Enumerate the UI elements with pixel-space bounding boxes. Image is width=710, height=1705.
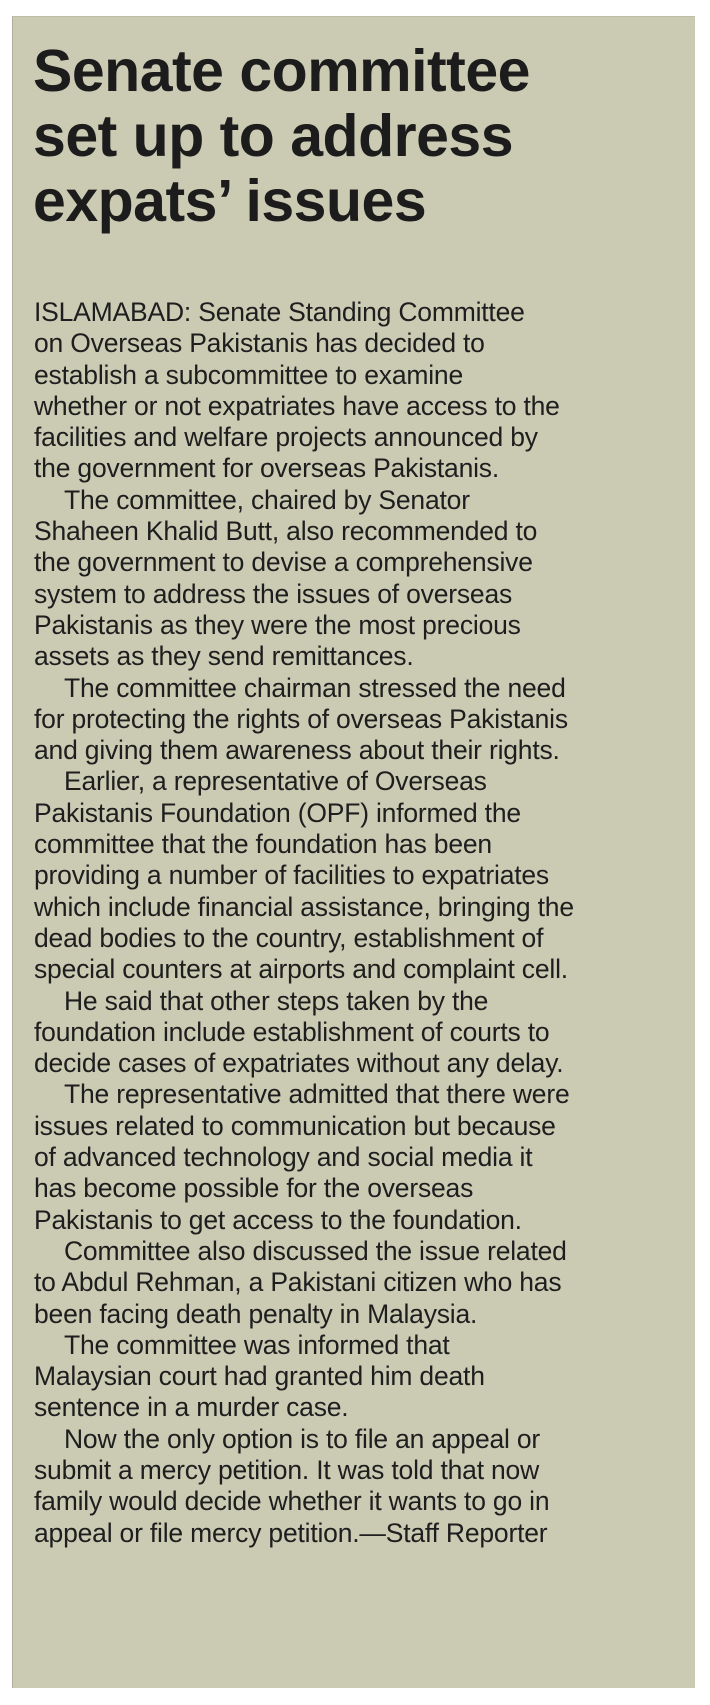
- body-line: appeal or file mercy petition.—Staff Reporter: [34, 1517, 548, 1548]
- body-line: submit a mercy petition. It was told that now: [34, 1454, 540, 1485]
- body-line: for protecting the rights of overseas Pakistanis: [34, 703, 568, 734]
- body-line: Now the only option is to file an appeal or: [64, 1423, 541, 1454]
- body-line: establish a subcommittee to examine: [34, 359, 463, 390]
- body-line: The committee chairman stressed the need: [64, 672, 566, 703]
- body-line: which include financial assistance, bringing the: [34, 891, 574, 922]
- body-line: Committee also discussed the issue related: [64, 1235, 567, 1266]
- headline-line: expats’ issues: [33, 168, 427, 234]
- headline-line: set up to address: [33, 103, 514, 169]
- body-line: Pakistanis to get access to the foundation.: [34, 1204, 522, 1235]
- body-line: to Abdul Rehman, a Pakistani citizen who has: [34, 1267, 562, 1298]
- headline: [33, 39, 673, 234]
- body-line: Pakistanis Foundation (OPF) informed the: [34, 797, 521, 828]
- body-line: facilities and welfare projects announced by: [34, 422, 538, 453]
- body-line: He said that other steps taken by the: [64, 985, 489, 1016]
- body-line: assets as they send remittances.: [34, 641, 414, 672]
- body-line: The committee, chaired by Senator: [64, 484, 470, 515]
- newspaper-clipping: [12, 16, 695, 1688]
- body-line: providing a number of facilities to expatriates: [34, 860, 549, 891]
- body-line: Earlier, a representative of Overseas: [64, 766, 487, 797]
- headline-line: Senate committee: [33, 38, 530, 104]
- body-line: committee that the foundation has been: [34, 829, 492, 860]
- body-line: on Overseas Pakistanis has decided to: [34, 328, 485, 359]
- article-body: [34, 297, 694, 1549]
- body-line: special counters at airports and complaint cell.: [34, 954, 568, 985]
- body-line: ISLAMABAD: Senate Standing Committee: [34, 297, 525, 327]
- body-line: the government to devise a comprehensive: [34, 547, 533, 578]
- body-line: been facing death penalty in Malaysia.: [34, 1298, 478, 1329]
- body-line: foundation include establishment of courts to: [34, 1016, 550, 1047]
- body-line: whether or not expatriates have access to the: [34, 390, 560, 421]
- body-line: Malaysian court had granted him death: [34, 1361, 485, 1392]
- body-line: dead bodies to the country, establishment of: [34, 922, 544, 953]
- body-line: family would decide whether it wants to go in: [34, 1486, 550, 1517]
- body-line: issues related to communication but because: [34, 1110, 556, 1141]
- body-line: system to address the issues of overseas: [34, 578, 513, 609]
- body-line: decide cases of expatriates without any delay.: [34, 1048, 564, 1079]
- body-line: The committee was informed that: [64, 1329, 450, 1360]
- body-line: of advanced technology and social media it: [34, 1142, 533, 1173]
- body-line: and giving them awareness about their rights.: [34, 735, 560, 766]
- body-line: Shaheen Khalid Butt, also recommended to: [34, 516, 538, 547]
- body-line: sentence in a murder case.: [34, 1392, 349, 1423]
- body-line: the government for overseas Pakistanis.: [34, 453, 500, 484]
- body-line: has become possible for the overseas: [34, 1173, 474, 1204]
- body-line: Pakistanis as they were the most precious: [34, 609, 521, 640]
- body-line: The representative admitted that there were: [64, 1079, 570, 1110]
